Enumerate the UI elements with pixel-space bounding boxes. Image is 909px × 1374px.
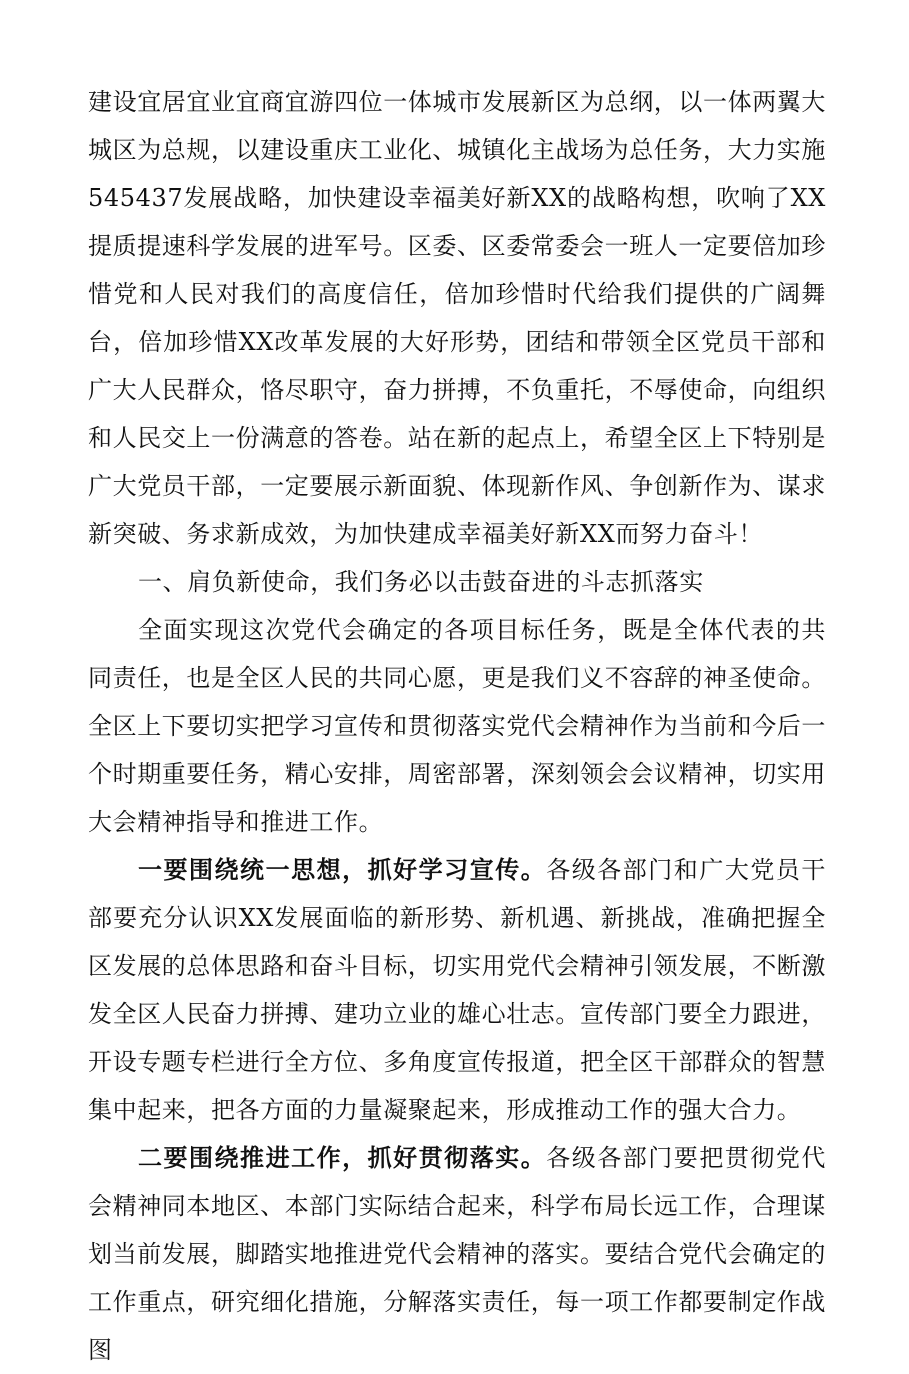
continuation-paragraph: 建设宜居宜业宜商宜游四位一体城市发展新区为总纲，以一体两翼大城区为总规，以建设重庆工业化、城镇化主战场为总任务，大力实施545437发展战略，加快建设幸福美好新XX的战略构想，吹响了XX提质提速科学发展的进军号。区委、区委常委会一班人一定要倍加珍惜党和人民对我们的高度信任，倍加珍惜时代给我们提供的广阔舞台，倍加珍惜XX改革发展的大好形势，团结和带领全区党员干部和广大人民群众，恪尽职守，奋力拼搏，不负重托，不辱使命，向组织和人民交上一份满意的答卷。站在新的起点上，希望全区上下特别是广大党员干部，一定要展示新面貌、体现新作风、争创新作为、谋求新突破、务求新成效，为加快建成幸福美好新XX而努力奋斗！ [88,88,826,548]
section-heading: 一、肩负新使命，我们务必以击鼓奋进的斗志抓落实 [138,568,704,596]
section-intro-paragraph: 全面实现这次党代会确定的各项目标任务，既是全体代表的共同责任，也是全区人民的共同心愿，更是我们义不容辞的神圣使命。全区上下要切实把学习宣传和贯彻落实党代会精神作为当前和今后一个时期重要任务，精心安排，周密部署，深刻领会会议精神，切实用大会精神指导和推进工作。 [88,616,826,836]
point-two-body: 各级各部门要把贯彻党代会精神同本地区、本部门实际结合起来，科学布局长远工作，合理谋划当前发展，脚踏实地推进党代会精神的落实。要结合党代会确定的工作重点，研究细化措施，分解落实责任，每一项工作都要制定作战图 [88,1144,826,1364]
point-two-paragraph [88,1134,826,1374]
document-body [88,78,826,1374]
point-two-lead: 二要围绕推进工作，抓好贯彻落实。 [138,1144,547,1172]
point-one-lead: 一要围绕统一思想，抓好学习宣传。 [138,856,547,884]
point-one-body: 各级各部门和广大党员干部要充分认识XX发展面临的新形势、新机遇、新挑战，准确把握全区发展的总体思路和奋斗目标，切实用党代会精神引领发展，不断激发全区人民奋力拼搏、建功立业的雄心壮志。宣传部门要全力跟进，开设专题专栏进行全方位、多角度宣传报道，把全区干部群众的智慧集中起来，把各方面的力量凝聚起来，形成推动工作的强大合力。 [88,856,826,1124]
point-one-paragraph [88,846,826,1134]
